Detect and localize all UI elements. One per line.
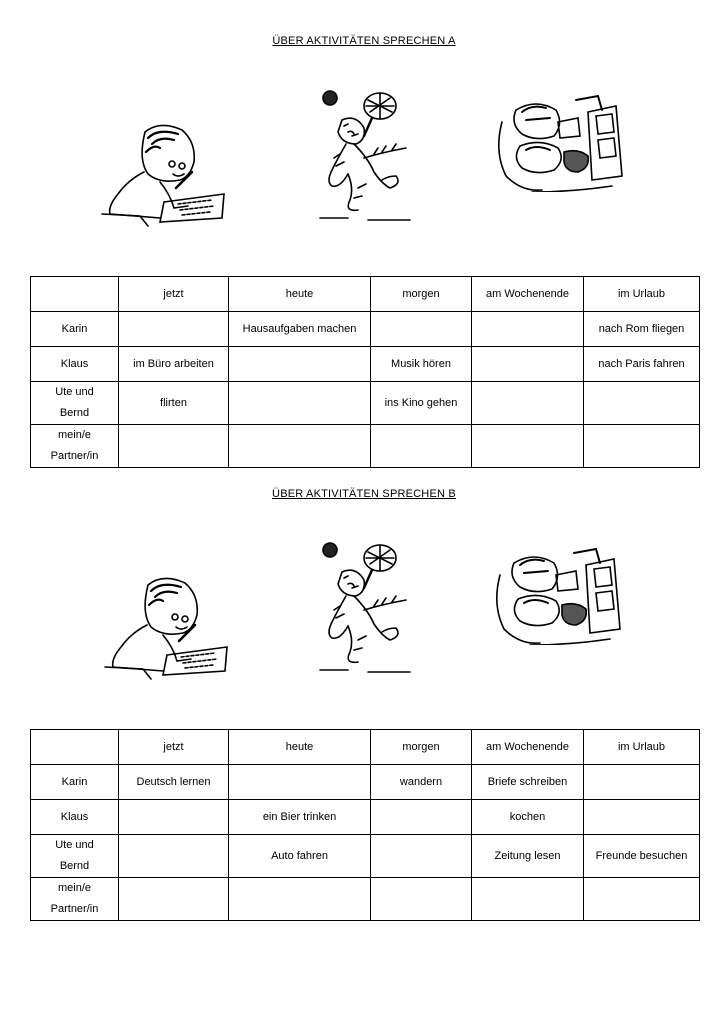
table-cell [371, 425, 472, 468]
table-cell [584, 765, 700, 800]
table-cell: im Büro arbeiten [119, 347, 229, 382]
table-row [31, 878, 700, 921]
header-cell-im-urlaub: im Urlaub [584, 277, 700, 312]
table-row [31, 347, 700, 382]
couple-cinema-illustration [490, 545, 635, 645]
table-cell [371, 835, 472, 878]
tiger-tennis-illustration [318, 540, 413, 675]
header-cell-am-wochenende: am Wochenende [472, 730, 584, 765]
table-cell: Zeitung lesen [472, 835, 584, 878]
header-cell-morgen: morgen [371, 730, 472, 765]
row-label: Ute und Bernd [31, 382, 119, 425]
header-cell-heute: heute [229, 277, 371, 312]
table-cell [371, 878, 472, 921]
table-cell [119, 835, 229, 878]
table-cell: kochen [472, 800, 584, 835]
table-cell [229, 382, 371, 425]
table-row [31, 800, 700, 835]
table-cell: Auto fahren [229, 835, 371, 878]
table-cell [119, 425, 229, 468]
table-cell [229, 878, 371, 921]
table-cell: Deutsch lernen [119, 765, 229, 800]
header-cell-morgen: morgen [371, 277, 472, 312]
header-cell-am-wochenende: am Wochenende [472, 277, 584, 312]
table-row [31, 835, 700, 878]
section-b-title: ÜBER AKTIVITÄTEN SPRECHEN B [272, 488, 456, 500]
row-label: Karin [31, 312, 119, 347]
table-cell: Musik hören [371, 347, 472, 382]
header-row [31, 277, 700, 312]
table-cell [119, 800, 229, 835]
table-cell [229, 765, 371, 800]
table-cell [472, 425, 584, 468]
boy-writing-illustration [103, 575, 228, 680]
table-cell [584, 382, 700, 425]
row-label: mein/e Partner/in [31, 878, 119, 921]
couple-cinema-illustration [492, 92, 637, 192]
header-cell-im-urlaub: im Urlaub [584, 730, 700, 765]
table-cell: Hausaufgaben machen [229, 312, 371, 347]
table-cell [584, 800, 700, 835]
table-cell: Freunde besuchen [584, 835, 700, 878]
table-cell [229, 425, 371, 468]
table-cell: Briefe schreiben [472, 765, 584, 800]
schedule-table-a [30, 276, 700, 468]
table-cell [371, 800, 472, 835]
table-cell [472, 382, 584, 425]
table-cell [472, 312, 584, 347]
table-cell [472, 878, 584, 921]
boy-writing-illustration [100, 122, 225, 227]
row-label: Klaus [31, 800, 119, 835]
table-cell [584, 878, 700, 921]
table-cell [584, 425, 700, 468]
table-row [31, 425, 700, 468]
table-cell: ein Bier trinken [229, 800, 371, 835]
tiger-tennis-illustration [318, 88, 413, 223]
table-row [31, 765, 700, 800]
table-cell: flirten [119, 382, 229, 425]
table-cell [472, 347, 584, 382]
table-row [31, 382, 700, 425]
table-cell [119, 878, 229, 921]
header-cell-empty [31, 730, 119, 765]
table-cell: ins Kino gehen [371, 382, 472, 425]
table-cell: nach Paris fahren [584, 347, 700, 382]
row-label: Klaus [31, 347, 119, 382]
section-a-title: ÜBER AKTIVITÄTEN SPRECHEN A [272, 35, 456, 47]
header-cell-empty [31, 277, 119, 312]
table-cell: nach Rom fliegen [584, 312, 700, 347]
row-label: Karin [31, 765, 119, 800]
row-label: Ute und Bernd [31, 835, 119, 878]
header-row [31, 730, 700, 765]
table-cell [371, 312, 472, 347]
schedule-table-b [30, 729, 700, 921]
table-cell [119, 312, 229, 347]
table-row [31, 312, 700, 347]
table-cell [229, 347, 371, 382]
header-cell-jetzt: jetzt [119, 277, 229, 312]
header-cell-jetzt: jetzt [119, 730, 229, 765]
table-cell: wandern [371, 765, 472, 800]
row-label: mein/e Partner/in [31, 425, 119, 468]
header-cell-heute: heute [229, 730, 371, 765]
